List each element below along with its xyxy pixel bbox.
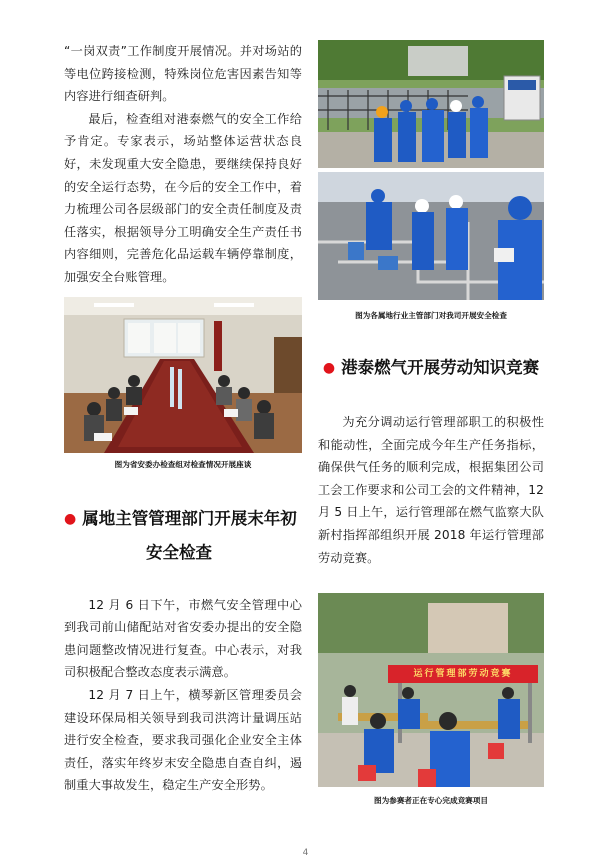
page-number: 4 [302, 848, 309, 858]
section-heading-local-inspection: ● 属地主管管理部门开展末年初 [64, 508, 297, 528]
site-inspection-photo-bottom [318, 172, 544, 300]
paragraph-inspection-summary: 最后，检查组对港泰燃气的安全工作给予肯定。专家表示，场站整体运营状态良好，未发现重大安全隐患，要继续保持良好的安全运行态势，在今后的安全工作中，着力梳理公司各层级部门的安全责任制度及责任落实，根据领导分工明确安全生产责任书内容细则，完善危化品运载车辆停靠制度，加强安全台账管理。 [64, 111, 302, 284]
contest-photo-caption: 图为参赛者正在专心完成竞赛项目 [374, 796, 488, 806]
site-inspection-photo-caption: 图为各属地行业主管部门对我司开展安全检查 [355, 311, 507, 320]
red-bullet-icon: ● [322, 360, 336, 376]
contest-banner-text: 运行管理部劳动竞赛 [413, 669, 513, 680]
contest-photo [318, 593, 544, 787]
paragraph-dec6-recheck: 12 月 6 日下午，市燃气安全管理中心到我司前山储配站对省安委办提出的安全隐患问题整改情况进行复查。中心表示，对我司积极配合整改态度表示满意。 [64, 597, 302, 680]
paragraph-dec7-inspection: 12 月 7 日上午，横琴新区管理委员会建设环保局相关领导到我司洪湾计量调压站进行安全检查，要求我司强化企业安全主体责任，落实年终岁末安全隐患自查自纠，遏制重大事故发生，稳定生产安全形势。 [64, 687, 302, 793]
paragraph-labor-contest: 为充分调动运行管理部职工的积极性和能动性，全面完成今年生产任务指标，确保供气任务的顺利完成，根据集团公司工会工作要求和公司工会的文件精神，12 月 5 日上午，运行管理部在燃气监察大队新村指挥部组织开展 2018 年运行管理部劳动竞赛。 [318, 415, 544, 565]
red-bullet-icon: ● [64, 510, 77, 527]
meeting-photo [64, 297, 302, 453]
section-heading-local-inspection-line2: 安全检查 [146, 542, 212, 562]
right-column [318, 40, 544, 806]
section-heading-labor-contest: ● 港泰燃气开展劳动知识竞赛 [322, 358, 540, 377]
paragraph-inspection-details: “一岗双责”工作制度开展情况。并对场站的等电位跨接检测，特殊岗位危害因素告知等内容进行细查研判。 [64, 44, 302, 104]
left-column [64, 40, 302, 797]
meeting-photo-caption: 图为省安委办检查组对检查情况开展座谈 [114, 459, 252, 469]
site-inspection-photo-top [318, 40, 544, 168]
